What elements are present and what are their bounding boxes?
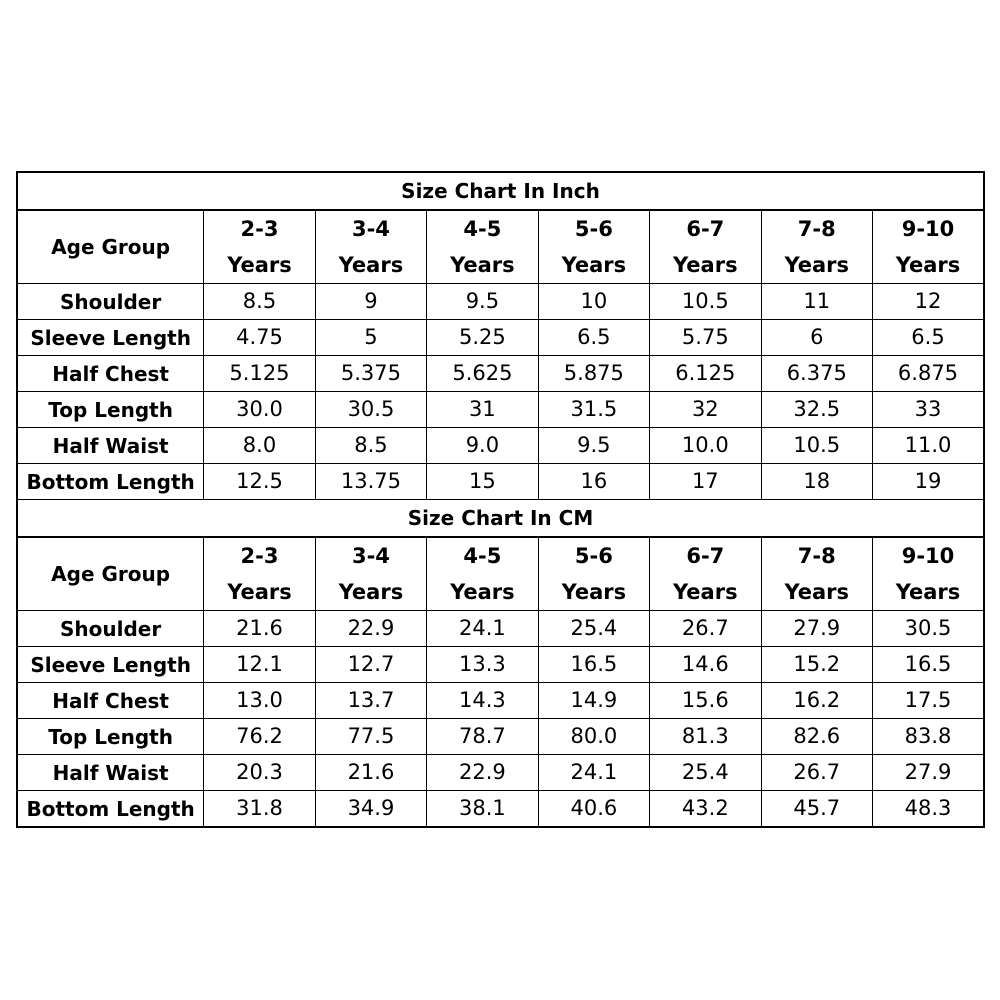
size-chart-table: [16, 171, 985, 828]
age-group-header-row: [17, 537, 984, 611]
measurement-value: 32.5: [761, 392, 872, 428]
measurement-row: [17, 428, 984, 464]
measurement-row: [17, 392, 984, 428]
measurement-value: 12.7: [315, 647, 426, 683]
measurement-value: 10.5: [650, 284, 761, 320]
age-group-column-header: [204, 210, 315, 284]
measurement-value: 8.0: [204, 428, 315, 464]
age-range: 2-3: [240, 544, 279, 568]
measurement-value: 8.5: [315, 428, 426, 464]
age-group-column-header: [650, 210, 761, 284]
measurement-label: Shoulder: [17, 284, 204, 320]
age-group-column-header: [315, 210, 426, 284]
measurement-value: 9.5: [427, 284, 538, 320]
age-unit: Years: [450, 253, 515, 277]
measurement-row: [17, 464, 984, 500]
measurement-value: 31.8: [204, 791, 315, 828]
measurement-value: 16.5: [538, 647, 649, 683]
measurement-value: 15: [427, 464, 538, 500]
measurement-value: 30.5: [315, 392, 426, 428]
age-range: 2-3: [240, 217, 279, 241]
section-title-row: [17, 500, 984, 538]
age-group-header-row: [17, 210, 984, 284]
measurement-value: 5.75: [650, 320, 761, 356]
measurement-value: 12: [872, 284, 984, 320]
age-group-column-header: [204, 537, 315, 611]
measurement-label: Bottom Length: [17, 791, 204, 828]
age-group-column-header: [761, 210, 872, 284]
measurement-value: 33: [872, 392, 984, 428]
measurement-label: Sleeve Length: [17, 320, 204, 356]
measurement-value: 12.1: [204, 647, 315, 683]
age-unit: Years: [895, 253, 961, 277]
age-unit: Years: [784, 580, 850, 604]
age-range: 7-8: [797, 217, 836, 241]
measurement-value: 30.5: [872, 611, 984, 647]
age-group-column-header: [872, 210, 984, 284]
measurement-value: 83.8: [872, 719, 984, 755]
size-chart-body: [17, 172, 984, 827]
measurement-value: 26.7: [650, 611, 761, 647]
measurement-value: 5.375: [315, 356, 426, 392]
measurement-value: 12.5: [204, 464, 315, 500]
measurement-value: 6.125: [650, 356, 761, 392]
measurement-value: 77.5: [315, 719, 426, 755]
age-range: 5-6: [574, 544, 613, 568]
measurement-value: 38.1: [427, 791, 538, 828]
measurement-value: 10.0: [650, 428, 761, 464]
age-range: 6-7: [686, 217, 725, 241]
measurement-value: 14.9: [538, 683, 649, 719]
age-unit: Years: [784, 253, 850, 277]
measurement-value: 13.7: [315, 683, 426, 719]
measurement-value: 40.6: [538, 791, 649, 828]
measurement-value: 22.9: [427, 755, 538, 791]
measurement-value: 25.4: [650, 755, 761, 791]
measurement-row: [17, 647, 984, 683]
measurement-label: Bottom Length: [17, 464, 204, 500]
age-unit: Years: [673, 253, 738, 277]
age-group-column-header: [538, 537, 649, 611]
age-group-column-header: [315, 537, 426, 611]
measurement-value: 6: [761, 320, 872, 356]
measurement-value: 24.1: [427, 611, 538, 647]
age-range: 9-10: [901, 217, 955, 241]
age-unit: Years: [561, 253, 627, 277]
measurement-value: 26.7: [761, 755, 872, 791]
measurement-value: 16: [538, 464, 649, 500]
age-group-column-header: [650, 537, 761, 611]
measurement-row: [17, 683, 984, 719]
measurement-value: 45.7: [761, 791, 872, 828]
age-range: 3-4: [351, 544, 390, 568]
measurement-value: 14.3: [427, 683, 538, 719]
measurement-value: 6.875: [872, 356, 984, 392]
age-unit: Years: [338, 580, 404, 604]
age-unit: Years: [561, 580, 627, 604]
measurement-value: 5.625: [427, 356, 538, 392]
section-title: Size Chart In Inch: [17, 172, 984, 210]
measurement-value: 9: [315, 284, 426, 320]
measurement-value: 11: [761, 284, 872, 320]
measurement-label: Half Waist: [17, 755, 204, 791]
measurement-value: 27.9: [761, 611, 872, 647]
measurement-row: [17, 284, 984, 320]
age-range: 4-5: [463, 217, 502, 241]
measurement-value: 24.1: [538, 755, 649, 791]
measurement-row: [17, 356, 984, 392]
age-group-label: Age Group: [17, 210, 204, 284]
measurement-value: 5.875: [538, 356, 649, 392]
measurement-label: Half Waist: [17, 428, 204, 464]
age-group-column-header: [427, 210, 538, 284]
age-unit: Years: [227, 580, 292, 604]
age-range: 6-7: [686, 544, 725, 568]
measurement-value: 9.5: [538, 428, 649, 464]
age-range: 7-8: [797, 544, 836, 568]
measurement-row: [17, 719, 984, 755]
measurement-label: Shoulder: [17, 611, 204, 647]
measurement-value: 32: [650, 392, 761, 428]
measurement-value: 4.75: [204, 320, 315, 356]
measurement-value: 5: [315, 320, 426, 356]
measurement-label: Sleeve Length: [17, 647, 204, 683]
measurement-value: 18: [761, 464, 872, 500]
measurement-value: 16.2: [761, 683, 872, 719]
age-unit: Years: [227, 253, 292, 277]
measurement-value: 6.5: [538, 320, 649, 356]
age-group-column-header: [538, 210, 649, 284]
measurement-value: 8.5: [204, 284, 315, 320]
measurement-value: 20.3: [204, 755, 315, 791]
measurement-value: 78.7: [427, 719, 538, 755]
age-range: 4-5: [463, 544, 502, 568]
measurement-value: 80.0: [538, 719, 649, 755]
measurement-value: 76.2: [204, 719, 315, 755]
measurement-value: 16.5: [872, 647, 984, 683]
measurement-value: 25.4: [538, 611, 649, 647]
measurement-value: 21.6: [315, 755, 426, 791]
age-group-label: Age Group: [17, 537, 204, 611]
measurement-value: 9.0: [427, 428, 538, 464]
measurement-label: Half Chest: [17, 356, 204, 392]
age-unit: Years: [450, 580, 515, 604]
measurement-row: [17, 611, 984, 647]
measurement-value: 43.2: [650, 791, 761, 828]
age-range: 5-6: [574, 217, 613, 241]
measurement-value: 10.5: [761, 428, 872, 464]
measurement-value: 82.6: [761, 719, 872, 755]
measurement-row: [17, 320, 984, 356]
measurement-value: 5.25: [427, 320, 538, 356]
measurement-value: 5.125: [204, 356, 315, 392]
measurement-value: 21.6: [204, 611, 315, 647]
measurement-value: 13.3: [427, 647, 538, 683]
measurement-value: 27.9: [872, 755, 984, 791]
measurement-value: 31.5: [538, 392, 649, 428]
measurement-value: 15.2: [761, 647, 872, 683]
measurement-value: 6.375: [761, 356, 872, 392]
measurement-value: 15.6: [650, 683, 761, 719]
measurement-label: Half Chest: [17, 683, 204, 719]
age-unit: Years: [895, 580, 961, 604]
measurement-value: 34.9: [315, 791, 426, 828]
age-range: 9-10: [901, 544, 955, 568]
section-title: Size Chart In CM: [17, 500, 984, 538]
measurement-value: 14.6: [650, 647, 761, 683]
measurement-value: 48.3: [872, 791, 984, 828]
measurement-row: [17, 755, 984, 791]
age-group-column-header: [427, 537, 538, 611]
age-unit: Years: [673, 580, 738, 604]
measurement-label: Top Length: [17, 392, 204, 428]
measurement-value: 19: [872, 464, 984, 500]
measurement-value: 10: [538, 284, 649, 320]
section-title-row: [17, 172, 984, 210]
measurement-value: 13.75: [315, 464, 426, 500]
measurement-value: 17.5: [872, 683, 984, 719]
measurement-value: 31: [427, 392, 538, 428]
age-group-column-header: [872, 537, 984, 611]
age-group-column-header: [761, 537, 872, 611]
measurement-value: 22.9: [315, 611, 426, 647]
measurement-label: Top Length: [17, 719, 204, 755]
measurement-value: 81.3: [650, 719, 761, 755]
measurement-value: 6.5: [872, 320, 984, 356]
age-range: 3-4: [351, 217, 390, 241]
measurement-row: [17, 791, 984, 828]
measurement-value: 11.0: [872, 428, 984, 464]
age-unit: Years: [338, 253, 404, 277]
measurement-value: 13.0: [204, 683, 315, 719]
measurement-value: 30.0: [204, 392, 315, 428]
measurement-value: 17: [650, 464, 761, 500]
